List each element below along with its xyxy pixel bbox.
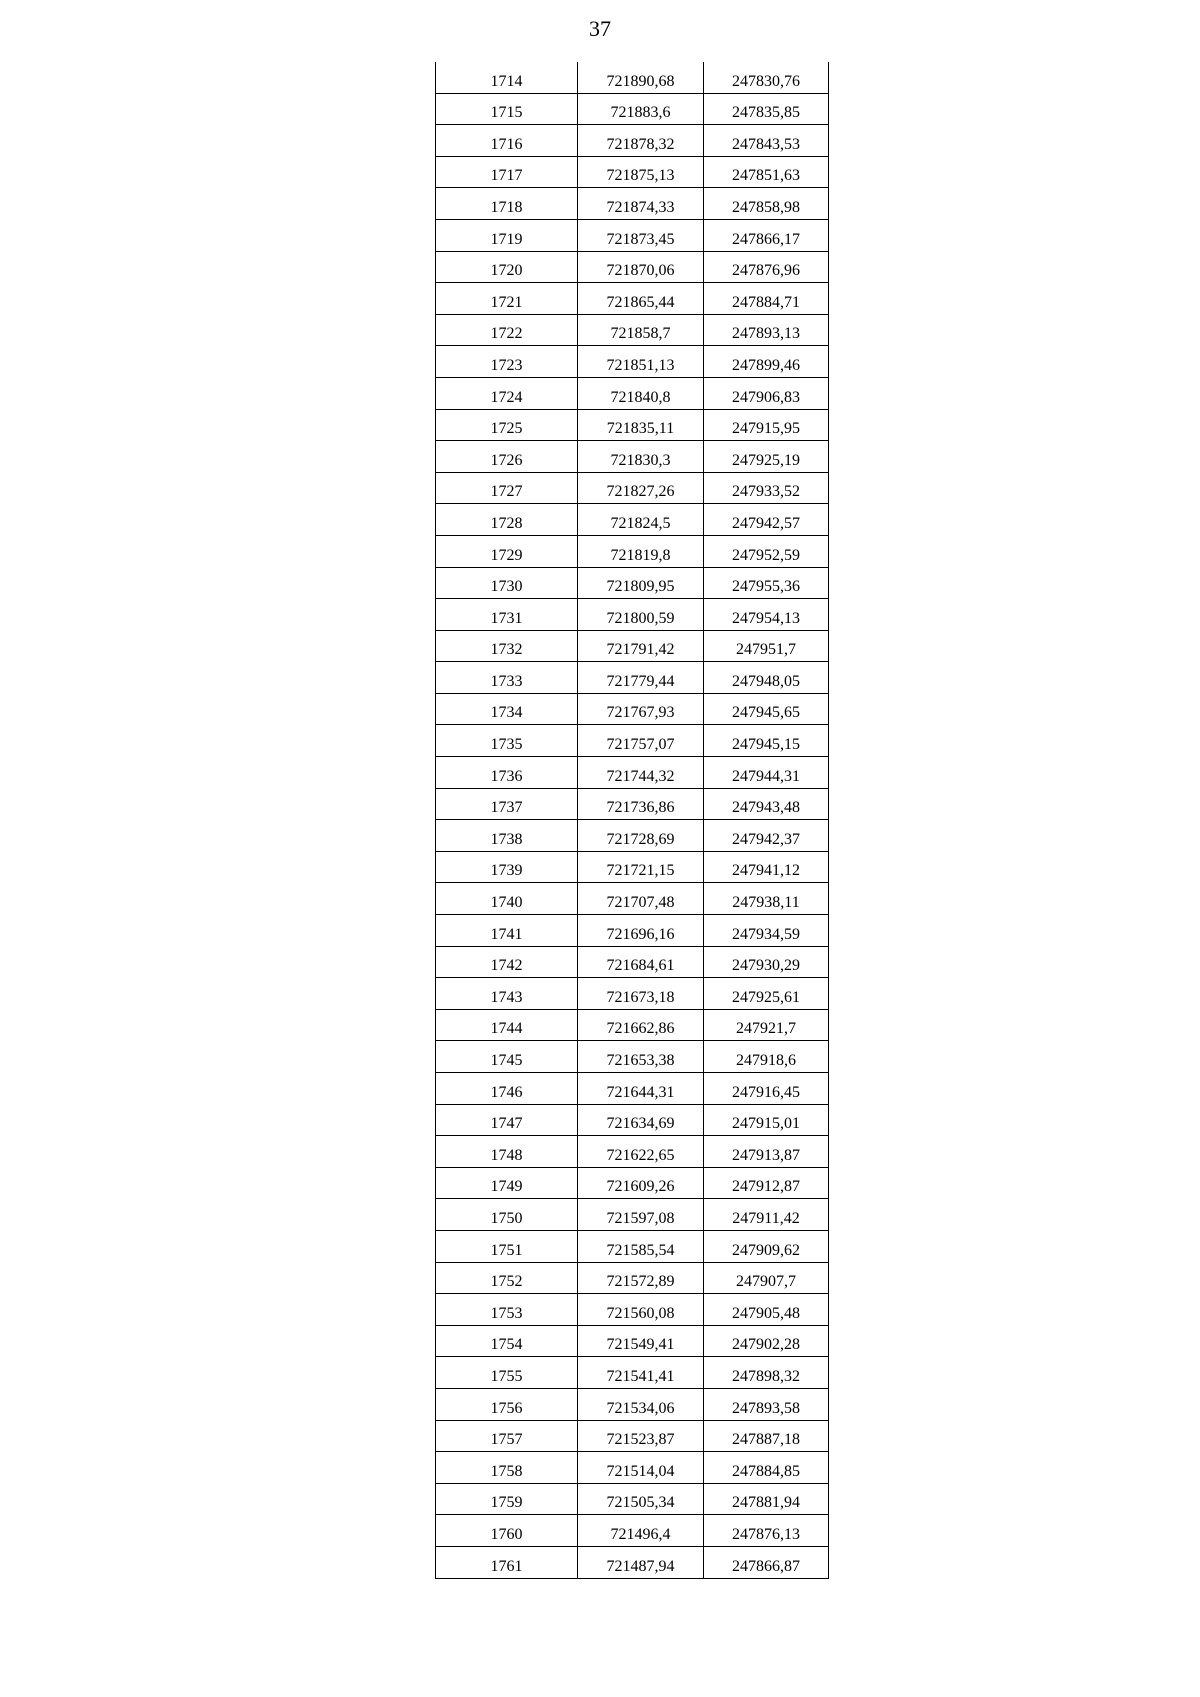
point-number-cell: 1721 bbox=[436, 283, 578, 315]
x-coordinate-cell: 721736,86 bbox=[578, 788, 704, 820]
x-coordinate-cell: 721865,44 bbox=[578, 283, 704, 315]
x-coordinate-cell: 721840,8 bbox=[578, 377, 704, 409]
y-coordinate-cell: 247899,46 bbox=[704, 346, 829, 378]
y-coordinate-cell: 247866,87 bbox=[704, 1546, 829, 1578]
table-row bbox=[436, 978, 829, 1010]
table-row bbox=[436, 1452, 829, 1484]
table-row bbox=[436, 156, 829, 188]
table-row bbox=[436, 346, 829, 378]
x-coordinate-cell: 721858,7 bbox=[578, 314, 704, 346]
point-number-cell: 1748 bbox=[436, 1136, 578, 1168]
x-coordinate-cell: 721560,08 bbox=[578, 1294, 704, 1326]
x-coordinate-cell: 721819,8 bbox=[578, 535, 704, 567]
y-coordinate-cell: 247945,65 bbox=[704, 693, 829, 725]
x-coordinate-cell: 721541,41 bbox=[578, 1357, 704, 1389]
point-number-cell: 1742 bbox=[436, 946, 578, 978]
table-row bbox=[436, 441, 829, 473]
y-coordinate-cell: 247884,71 bbox=[704, 283, 829, 315]
y-coordinate-cell: 247951,7 bbox=[704, 630, 829, 662]
point-number-cell: 1761 bbox=[436, 1546, 578, 1578]
y-coordinate-cell: 247915,01 bbox=[704, 1104, 829, 1136]
x-coordinate-cell: 721851,13 bbox=[578, 346, 704, 378]
point-number-cell: 1723 bbox=[436, 346, 578, 378]
point-number-cell: 1720 bbox=[436, 251, 578, 283]
table-row bbox=[436, 535, 829, 567]
y-coordinate-cell: 247905,48 bbox=[704, 1294, 829, 1326]
point-number-cell: 1756 bbox=[436, 1388, 578, 1420]
y-coordinate-cell: 247835,85 bbox=[704, 93, 829, 125]
point-number-cell: 1738 bbox=[436, 820, 578, 852]
y-coordinate-cell: 247942,37 bbox=[704, 820, 829, 852]
point-number-cell: 1733 bbox=[436, 662, 578, 694]
table-row bbox=[436, 1009, 829, 1041]
y-coordinate-cell: 247866,17 bbox=[704, 219, 829, 251]
x-coordinate-cell: 721800,59 bbox=[578, 599, 704, 631]
coordinates-table-body bbox=[436, 62, 829, 1578]
table-row bbox=[436, 504, 829, 536]
table-row bbox=[436, 1388, 829, 1420]
y-coordinate-cell: 247916,45 bbox=[704, 1073, 829, 1105]
y-coordinate-cell: 247948,05 bbox=[704, 662, 829, 694]
table-row bbox=[436, 125, 829, 157]
point-number-cell: 1722 bbox=[436, 314, 578, 346]
y-coordinate-cell: 247912,87 bbox=[704, 1167, 829, 1199]
x-coordinate-cell: 721684,61 bbox=[578, 946, 704, 978]
table-row bbox=[436, 693, 829, 725]
x-coordinate-cell: 721767,93 bbox=[578, 693, 704, 725]
point-number-cell: 1718 bbox=[436, 188, 578, 220]
point-number-cell: 1719 bbox=[436, 219, 578, 251]
point-number-cell: 1727 bbox=[436, 472, 578, 504]
x-coordinate-cell: 721523,87 bbox=[578, 1420, 704, 1452]
table-row bbox=[436, 62, 829, 93]
table-row bbox=[436, 820, 829, 852]
y-coordinate-cell: 247930,29 bbox=[704, 946, 829, 978]
y-coordinate-cell: 247884,85 bbox=[704, 1452, 829, 1484]
x-coordinate-cell: 721634,69 bbox=[578, 1104, 704, 1136]
point-number-cell: 1717 bbox=[436, 156, 578, 188]
point-number-cell: 1740 bbox=[436, 883, 578, 915]
y-coordinate-cell: 247893,58 bbox=[704, 1388, 829, 1420]
x-coordinate-cell: 721875,13 bbox=[578, 156, 704, 188]
y-coordinate-cell: 247954,13 bbox=[704, 599, 829, 631]
point-number-cell: 1729 bbox=[436, 535, 578, 567]
point-number-cell: 1745 bbox=[436, 1041, 578, 1073]
table-row bbox=[436, 251, 829, 283]
x-coordinate-cell: 721721,15 bbox=[578, 851, 704, 883]
table-row bbox=[436, 377, 829, 409]
y-coordinate-cell: 247942,57 bbox=[704, 504, 829, 536]
x-coordinate-cell: 721835,11 bbox=[578, 409, 704, 441]
y-coordinate-cell: 247851,63 bbox=[704, 156, 829, 188]
point-number-cell: 1747 bbox=[436, 1104, 578, 1136]
x-coordinate-cell: 721696,16 bbox=[578, 915, 704, 947]
x-coordinate-cell: 721653,38 bbox=[578, 1041, 704, 1073]
point-number-cell: 1739 bbox=[436, 851, 578, 883]
table-row bbox=[436, 1136, 829, 1168]
y-coordinate-cell: 247907,7 bbox=[704, 1262, 829, 1294]
point-number-cell: 1737 bbox=[436, 788, 578, 820]
y-coordinate-cell: 247830,76 bbox=[704, 62, 829, 93]
point-number-cell: 1760 bbox=[436, 1515, 578, 1547]
table-row bbox=[436, 757, 829, 789]
y-coordinate-cell: 247909,62 bbox=[704, 1230, 829, 1262]
table-row bbox=[436, 883, 829, 915]
x-coordinate-cell: 721873,45 bbox=[578, 219, 704, 251]
table-row bbox=[436, 725, 829, 757]
point-number-cell: 1743 bbox=[436, 978, 578, 1010]
table-row bbox=[436, 1073, 829, 1105]
y-coordinate-cell: 247934,59 bbox=[704, 915, 829, 947]
x-coordinate-cell: 721514,04 bbox=[578, 1452, 704, 1484]
y-coordinate-cell: 247925,19 bbox=[704, 441, 829, 473]
y-coordinate-cell: 247881,94 bbox=[704, 1483, 829, 1515]
table-row bbox=[436, 1041, 829, 1073]
point-number-cell: 1734 bbox=[436, 693, 578, 725]
y-coordinate-cell: 247941,12 bbox=[704, 851, 829, 883]
y-coordinate-cell: 247876,13 bbox=[704, 1515, 829, 1547]
coordinates-table bbox=[435, 62, 829, 1579]
point-number-cell: 1749 bbox=[436, 1167, 578, 1199]
table-row bbox=[436, 409, 829, 441]
y-coordinate-cell: 247933,52 bbox=[704, 472, 829, 504]
x-coordinate-cell: 721809,95 bbox=[578, 567, 704, 599]
point-number-cell: 1753 bbox=[436, 1294, 578, 1326]
x-coordinate-cell: 721572,89 bbox=[578, 1262, 704, 1294]
y-coordinate-cell: 247887,18 bbox=[704, 1420, 829, 1452]
y-coordinate-cell: 247925,61 bbox=[704, 978, 829, 1010]
x-coordinate-cell: 721597,08 bbox=[578, 1199, 704, 1231]
point-number-cell: 1732 bbox=[436, 630, 578, 662]
point-number-cell: 1746 bbox=[436, 1073, 578, 1105]
table-row bbox=[436, 93, 829, 125]
y-coordinate-cell: 247915,95 bbox=[704, 409, 829, 441]
point-number-cell: 1741 bbox=[436, 915, 578, 947]
y-coordinate-cell: 247921,7 bbox=[704, 1009, 829, 1041]
table-row bbox=[436, 599, 829, 631]
point-number-cell: 1757 bbox=[436, 1420, 578, 1452]
x-coordinate-cell: 721707,48 bbox=[578, 883, 704, 915]
point-number-cell: 1754 bbox=[436, 1325, 578, 1357]
table-row bbox=[436, 1357, 829, 1389]
table-row bbox=[436, 1230, 829, 1262]
x-coordinate-cell: 721870,06 bbox=[578, 251, 704, 283]
table-row bbox=[436, 1104, 829, 1136]
point-number-cell: 1714 bbox=[436, 62, 578, 93]
page-number: 37 bbox=[589, 16, 611, 41]
table-row bbox=[436, 314, 829, 346]
table-row bbox=[436, 915, 829, 947]
table-row bbox=[436, 1546, 829, 1578]
x-coordinate-cell: 721549,41 bbox=[578, 1325, 704, 1357]
x-coordinate-cell: 721890,68 bbox=[578, 62, 704, 93]
point-number-cell: 1755 bbox=[436, 1357, 578, 1389]
x-coordinate-cell: 721791,42 bbox=[578, 630, 704, 662]
table-row bbox=[436, 472, 829, 504]
table-row bbox=[436, 630, 829, 662]
x-coordinate-cell: 721505,34 bbox=[578, 1483, 704, 1515]
x-coordinate-cell: 721757,07 bbox=[578, 725, 704, 757]
table-row bbox=[436, 1294, 829, 1326]
y-coordinate-cell: 247952,59 bbox=[704, 535, 829, 567]
x-coordinate-cell: 721824,5 bbox=[578, 504, 704, 536]
point-number-cell: 1726 bbox=[436, 441, 578, 473]
point-number-cell: 1715 bbox=[436, 93, 578, 125]
y-coordinate-cell: 247911,42 bbox=[704, 1199, 829, 1231]
table-row bbox=[436, 219, 829, 251]
table-row bbox=[436, 851, 829, 883]
table-row bbox=[436, 788, 829, 820]
y-coordinate-cell: 247944,31 bbox=[704, 757, 829, 789]
y-coordinate-cell: 247858,98 bbox=[704, 188, 829, 220]
table-row bbox=[436, 946, 829, 978]
table-row bbox=[436, 1167, 829, 1199]
table-row bbox=[436, 1199, 829, 1231]
point-number-cell: 1731 bbox=[436, 599, 578, 631]
y-coordinate-cell: 247955,36 bbox=[704, 567, 829, 599]
y-coordinate-cell: 247918,6 bbox=[704, 1041, 829, 1073]
table-row bbox=[436, 1262, 829, 1294]
y-coordinate-cell: 247943,48 bbox=[704, 788, 829, 820]
table-row bbox=[436, 1515, 829, 1547]
table-row bbox=[436, 662, 829, 694]
point-number-cell: 1750 bbox=[436, 1199, 578, 1231]
table-row bbox=[436, 567, 829, 599]
point-number-cell: 1752 bbox=[436, 1262, 578, 1294]
point-number-cell: 1716 bbox=[436, 125, 578, 157]
x-coordinate-cell: 721878,32 bbox=[578, 125, 704, 157]
x-coordinate-cell: 721728,69 bbox=[578, 820, 704, 852]
point-number-cell: 1758 bbox=[436, 1452, 578, 1484]
x-coordinate-cell: 721644,31 bbox=[578, 1073, 704, 1105]
y-coordinate-cell: 247876,96 bbox=[704, 251, 829, 283]
point-number-cell: 1759 bbox=[436, 1483, 578, 1515]
x-coordinate-cell: 721744,32 bbox=[578, 757, 704, 789]
table-row bbox=[436, 1325, 829, 1357]
x-coordinate-cell: 721883,6 bbox=[578, 93, 704, 125]
y-coordinate-cell: 247898,32 bbox=[704, 1357, 829, 1389]
x-coordinate-cell: 721534,06 bbox=[578, 1388, 704, 1420]
y-coordinate-cell: 247893,13 bbox=[704, 314, 829, 346]
x-coordinate-cell: 721622,65 bbox=[578, 1136, 704, 1168]
y-coordinate-cell: 247913,87 bbox=[704, 1136, 829, 1168]
x-coordinate-cell: 721609,26 bbox=[578, 1167, 704, 1199]
y-coordinate-cell: 247902,28 bbox=[704, 1325, 829, 1357]
table-row bbox=[436, 188, 829, 220]
y-coordinate-cell: 247945,15 bbox=[704, 725, 829, 757]
x-coordinate-cell: 721779,44 bbox=[578, 662, 704, 694]
table-row bbox=[436, 1420, 829, 1452]
x-coordinate-cell: 721874,33 bbox=[578, 188, 704, 220]
point-number-cell: 1724 bbox=[436, 377, 578, 409]
point-number-cell: 1736 bbox=[436, 757, 578, 789]
x-coordinate-cell: 721673,18 bbox=[578, 978, 704, 1010]
table-row bbox=[436, 1483, 829, 1515]
table-row bbox=[436, 283, 829, 315]
point-number-cell: 1728 bbox=[436, 504, 578, 536]
point-number-cell: 1725 bbox=[436, 409, 578, 441]
y-coordinate-cell: 247938,11 bbox=[704, 883, 829, 915]
x-coordinate-cell: 721487,94 bbox=[578, 1546, 704, 1578]
point-number-cell: 1735 bbox=[436, 725, 578, 757]
x-coordinate-cell: 721830,3 bbox=[578, 441, 704, 473]
x-coordinate-cell: 721827,26 bbox=[578, 472, 704, 504]
x-coordinate-cell: 721585,54 bbox=[578, 1230, 704, 1262]
y-coordinate-cell: 247843,53 bbox=[704, 125, 829, 157]
point-number-cell: 1730 bbox=[436, 567, 578, 599]
y-coordinate-cell: 247906,83 bbox=[704, 377, 829, 409]
point-number-cell: 1751 bbox=[436, 1230, 578, 1262]
point-number-cell: 1744 bbox=[436, 1009, 578, 1041]
x-coordinate-cell: 721496,4 bbox=[578, 1515, 704, 1547]
x-coordinate-cell: 721662,86 bbox=[578, 1009, 704, 1041]
